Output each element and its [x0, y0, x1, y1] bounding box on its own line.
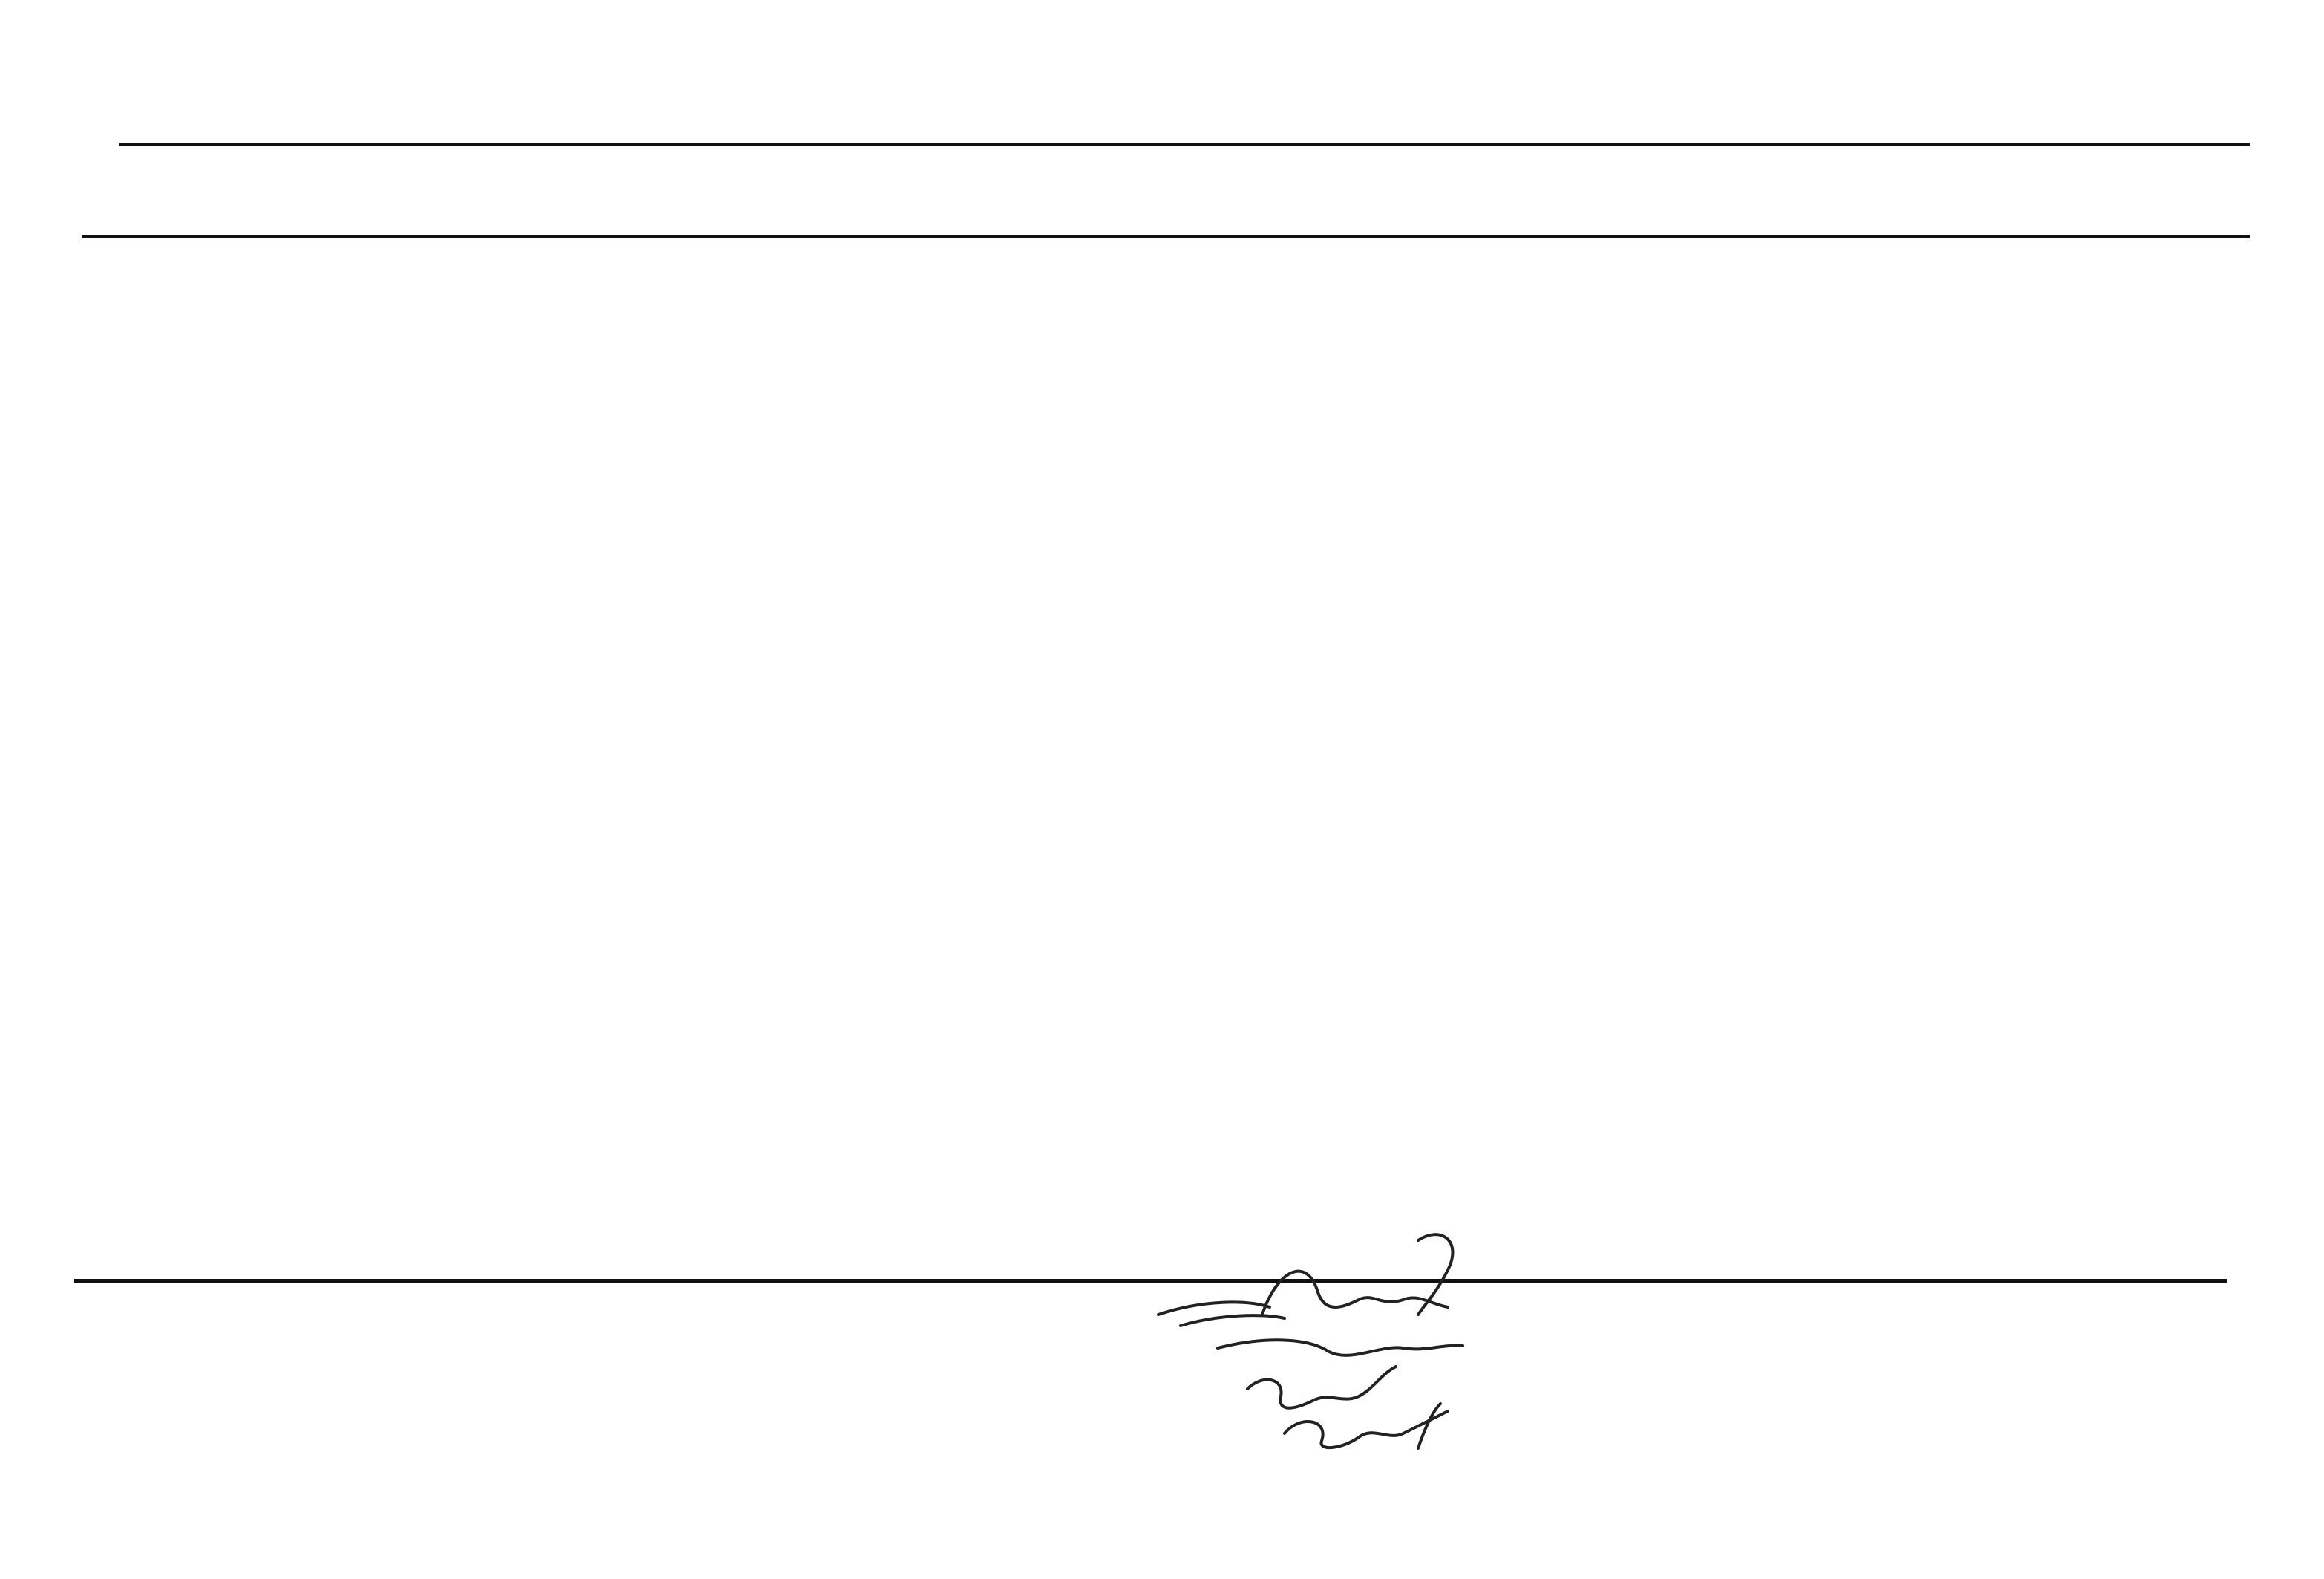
handwritten-signatures — [1136, 1225, 1507, 1478]
header-top-rule — [119, 143, 2250, 146]
header-bottom-rule — [82, 235, 2250, 238]
